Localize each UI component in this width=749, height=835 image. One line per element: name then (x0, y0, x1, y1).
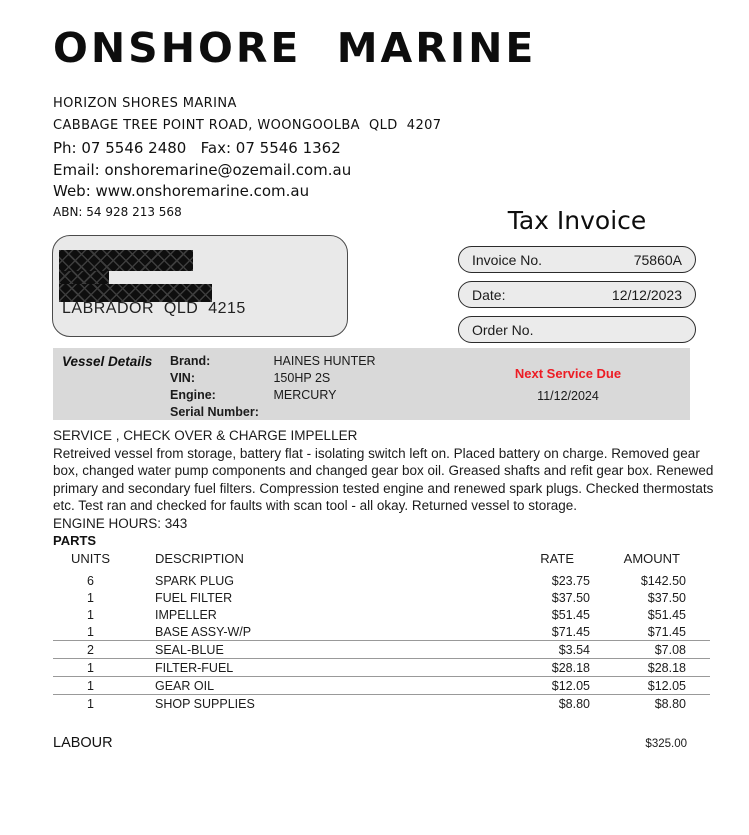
invoice-date-value: 12/12/2023 (611, 286, 682, 303)
cell-units: 1 (53, 677, 128, 695)
cell-description: SPARK PLUG (155, 573, 234, 588)
invoice-number-value: 75860A (633, 251, 682, 268)
invoice-date-field (458, 281, 696, 308)
vessel-brand-label: Brand: (170, 354, 211, 368)
order-number-field (458, 316, 696, 343)
customer-address-box (52, 235, 348, 337)
company-name: ONSHORE MARINE (53, 24, 537, 72)
cell-description: IMPELLER (155, 607, 217, 622)
service-description-block (53, 427, 722, 533)
vessel-serial-label: Serial Number: (170, 405, 259, 419)
engine-hours-line: ENGINE HOURS: 343 (53, 515, 188, 531)
cell-rate: $71.45 (551, 624, 590, 639)
cell-amount: $8.80 (590, 695, 710, 713)
cell-description: BASE ASSY-W/P (155, 624, 252, 639)
parts-row (53, 695, 710, 713)
col-header-units: UNITS (71, 551, 110, 566)
labour-label: LABOUR (53, 735, 113, 751)
parts-row (53, 589, 710, 606)
parts-section-title: PARTS (53, 533, 97, 548)
next-service-due-date: 11/12/2024 (537, 389, 599, 403)
cell-units: 6 (87, 573, 94, 588)
cell-rate: $8.80 (450, 695, 590, 713)
labour-row (53, 735, 687, 751)
redacted-street-block-left (59, 271, 109, 284)
vessel-engine-row (170, 387, 336, 404)
cell-units: 1 (87, 607, 94, 622)
cell-units: 2 (53, 641, 128, 659)
parts-row (53, 641, 710, 659)
invoice-number-field (458, 246, 696, 273)
tax-invoice-title: Tax Invoice (507, 206, 647, 235)
parts-row (53, 623, 710, 641)
vessel-engine-label: Engine: (170, 388, 216, 402)
vessel-brand-row (170, 353, 376, 370)
vessel-vin-label: VIN: (170, 371, 195, 385)
cell-amount: $28.18 (590, 659, 710, 677)
next-service-due-label: Next Service Due (514, 366, 622, 381)
cell-amount: $71.45 (647, 624, 686, 639)
invoice-date-label: Date: (472, 286, 506, 303)
cell-units: 1 (87, 624, 94, 639)
cell-rate: $37.50 (551, 590, 590, 605)
web-line: Web: www.onshoremarine.com.au (53, 182, 310, 200)
cell-description: FUEL FILTER (155, 590, 233, 605)
vessel-details-section (53, 348, 690, 420)
service-title-line: SERVICE , CHECK OVER & CHARGE IMPELLER (53, 428, 358, 443)
parts-header-row (53, 551, 710, 572)
order-number-label: Order No. (472, 321, 534, 338)
vessel-details-title: Vessel Details (62, 354, 153, 369)
parts-row (53, 606, 710, 623)
cell-amount: $142.50 (640, 573, 686, 588)
cell-rate: $28.18 (450, 659, 590, 677)
vessel-vin-row (170, 370, 330, 387)
col-header-rate: RATE (540, 551, 574, 566)
customer-city-line: LABRADOR QLD 4215 (62, 300, 246, 317)
cell-amount: $37.50 (647, 590, 686, 605)
email-line: Email: onshoremarine@ozemail.com.au (53, 161, 352, 179)
vessel-engine-value: MERCURY (273, 388, 337, 402)
cell-rate: $3.54 (450, 641, 590, 659)
cell-units: 1 (53, 695, 128, 713)
cell-amount: $51.45 (647, 607, 686, 622)
parts-table (53, 551, 710, 712)
cell-rate: $51.45 (551, 607, 590, 622)
parts-row (53, 677, 710, 695)
col-header-description: DESCRIPTION (155, 551, 244, 566)
invoice-number-label: Invoice No. (472, 251, 543, 268)
address-line-2: CABBAGE TREE POINT ROAD, WOONGOOLBA QLD 4207 (53, 118, 442, 133)
address-line-1: HORIZON SHORES MARINA (53, 96, 237, 111)
cell-rate: $23.75 (551, 573, 590, 588)
redacted-name-block (59, 250, 193, 271)
cell-units: 1 (87, 590, 94, 605)
parts-row (53, 572, 710, 589)
vessel-vin-value: 150HP 2S (273, 371, 331, 385)
phone-fax-line: Ph: 07 5546 2480 Fax: 07 5546 1362 (53, 139, 341, 157)
vessel-brand-value: HAINES HUNTER (273, 354, 376, 368)
vessel-serial-row (170, 404, 273, 421)
cell-amount: $12.05 (590, 677, 710, 695)
cell-amount: $7.08 (590, 641, 710, 659)
abn-line: ABN: 54 928 213 568 (53, 205, 182, 219)
cell-description: SEAL-BLUE (128, 641, 450, 659)
cell-description: GEAR OIL (128, 677, 450, 695)
invoice-fields (458, 246, 696, 351)
parts-row (53, 659, 710, 677)
cell-description: SHOP SUPPLIES (128, 695, 450, 713)
service-description-text: Retreived vessel from storage, battery flat - isolating switch left on. Placed battery on charge. Removed gear box, changed water pump components and changed gear box oil. Greased shafts and refit gear box. Renewed primary and secondary fuel filters. Compression tested engine and renewed spark plugs. Checked thermostats etc. Test ran and checked for faults with scan tool - all okay. Returned vessel to storage. (53, 445, 714, 514)
cell-description: FILTER-FUEL (128, 659, 450, 677)
cell-units: 1 (53, 659, 128, 677)
col-header-amount: AMOUNT (623, 551, 680, 566)
labour-amount: $325.00 (645, 738, 687, 750)
cell-rate: $12.05 (450, 677, 590, 695)
